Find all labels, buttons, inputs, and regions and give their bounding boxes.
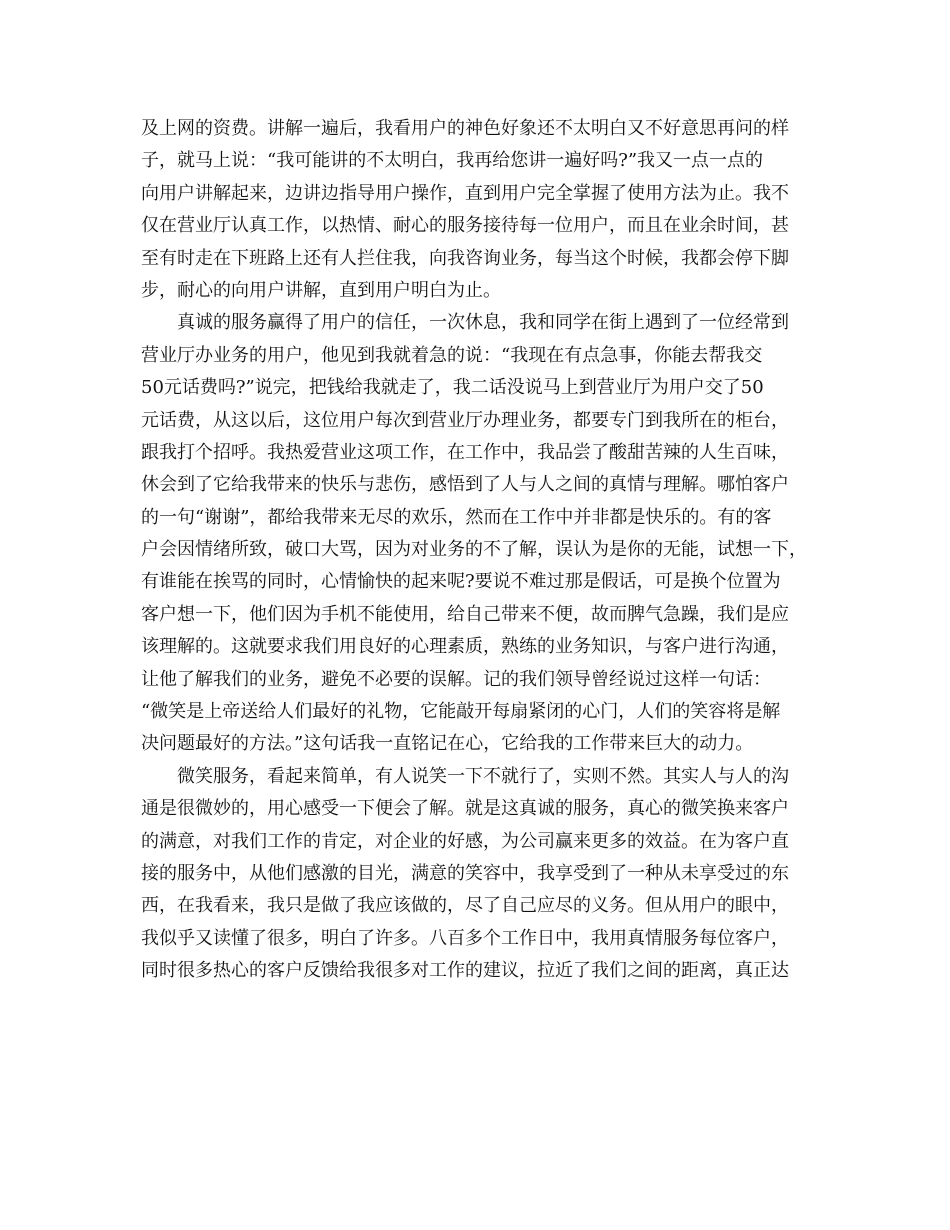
text-line: 跟我打个招呼。我热爱营业这项工作，在工作中，我品尝了酸甜苦辣的人生百味， xyxy=(141,441,789,463)
text-line: 让他了解我们的业务，避免不必要的误解。记的我们领导曾经说过这样一句话： xyxy=(141,668,771,690)
text-line: 步，耐心的向用户讲解，直到用户明白为止。 xyxy=(141,279,501,301)
text-line: “微笑是上帝送给人们最好的礼物，它能敲开每扇紧闭的心门，人们的笑容将是解 xyxy=(141,701,781,723)
text-line: 接的服务中，从他们感激的目光，满意的笑容中，我享受到了一种从未享受过的东 xyxy=(141,862,789,884)
text-line: 户会因情绪所致，破口大骂，因为对业务的不了解，误认为是你的无能，试想一下， xyxy=(141,539,807,561)
text-line: 休会到了它给我带来的快乐与悲伤，感悟到了人与人之间的真情与理解。哪怕客户 xyxy=(141,474,789,496)
text-line: 西，在我看来，我只是做了我应该做的，尽了自己应尽的义务。但从用户的眼中， xyxy=(141,895,789,917)
document-body xyxy=(141,113,811,988)
text-line: 子，就马上说：“我可能讲的不太明白，我再给您讲一遍好吗?”我又一点一点的 xyxy=(141,150,764,172)
text-line: 及上网的资费。讲解一遍后，我看用户的神色好象还不太明白又不好意思再问的样 xyxy=(141,118,789,139)
text-line: 我似乎又读懂了很多，明白了许多。八百多个工作日中，我用真情服务每位客户， xyxy=(141,927,789,949)
text-line: 同时很多热心的客户反馈给我很多对工作的建议，拉近了我们之间的距离，真正达 xyxy=(141,960,789,982)
text-line: 至有时走在下班路上还有人拦住我，向我咨询业务，每当这个时候，我都会停下脚 xyxy=(141,247,789,269)
text-line: 决问题最好的方法。”这句话我一直铭记在心，它给我的工作带来巨大的动力。 xyxy=(141,733,754,755)
text-line: 向用户讲解起来，边讲边指导用户操作，直到用户完全掌握了使用方法为止。我不 xyxy=(141,182,789,204)
text-line: 该理解的。这就要求我们用良好的心理素质，熟练的业务知识，与客户进行沟通， xyxy=(141,636,789,658)
text-line: 客户想一下，他们因为手机不能使用，给自己带来不便，故而脾气急躁，我们是应 xyxy=(141,603,789,625)
text-line: 的满意，对我们工作的肯定，对企业的好感，为公司赢来更多的效益。在为客户直 xyxy=(141,830,789,852)
text-line: 营业厅办业务的用户，他见到我就着急的说：“我现在有点急事，你能去帮我交 xyxy=(141,344,763,366)
text-line: 有谁能在挨骂的同时，心情愉快的起来呢?要说不难过那是假话，可是换个位置为 xyxy=(141,571,781,593)
paragraph-start-line: 真诚的服务赢得了用户的信任，一次休息，我和同学在街上遇到了一位经常到 xyxy=(177,312,789,334)
text-line: 的一句“谢谢”，都给我带来无尽的欢乐，然而在工作中并非都是快乐的。有的客 xyxy=(141,506,772,528)
text-line: 元话费，从这以后，这位用户每次到营业厅办理业务，都要专门到我所在的柜台， xyxy=(141,409,789,431)
text-line: 通是很微妙的，用心感受一下便会了解。就是这真诚的服务，真心的微笑换来客户 xyxy=(141,798,789,820)
paragraph-start-line: 微笑服务，看起来简单，有人说笑一下不就行了，实则不然。其实人与人的沟 xyxy=(177,765,789,787)
text-line: 仅在营业厅认真工作，以热情、耐心的服务接待每一位用户，而且在业余时间，甚 xyxy=(141,215,789,237)
text-line: 50元话费吗?”说完，把钱给我就走了，我二话没说马上到营业厅为用户交了50 xyxy=(141,377,764,399)
